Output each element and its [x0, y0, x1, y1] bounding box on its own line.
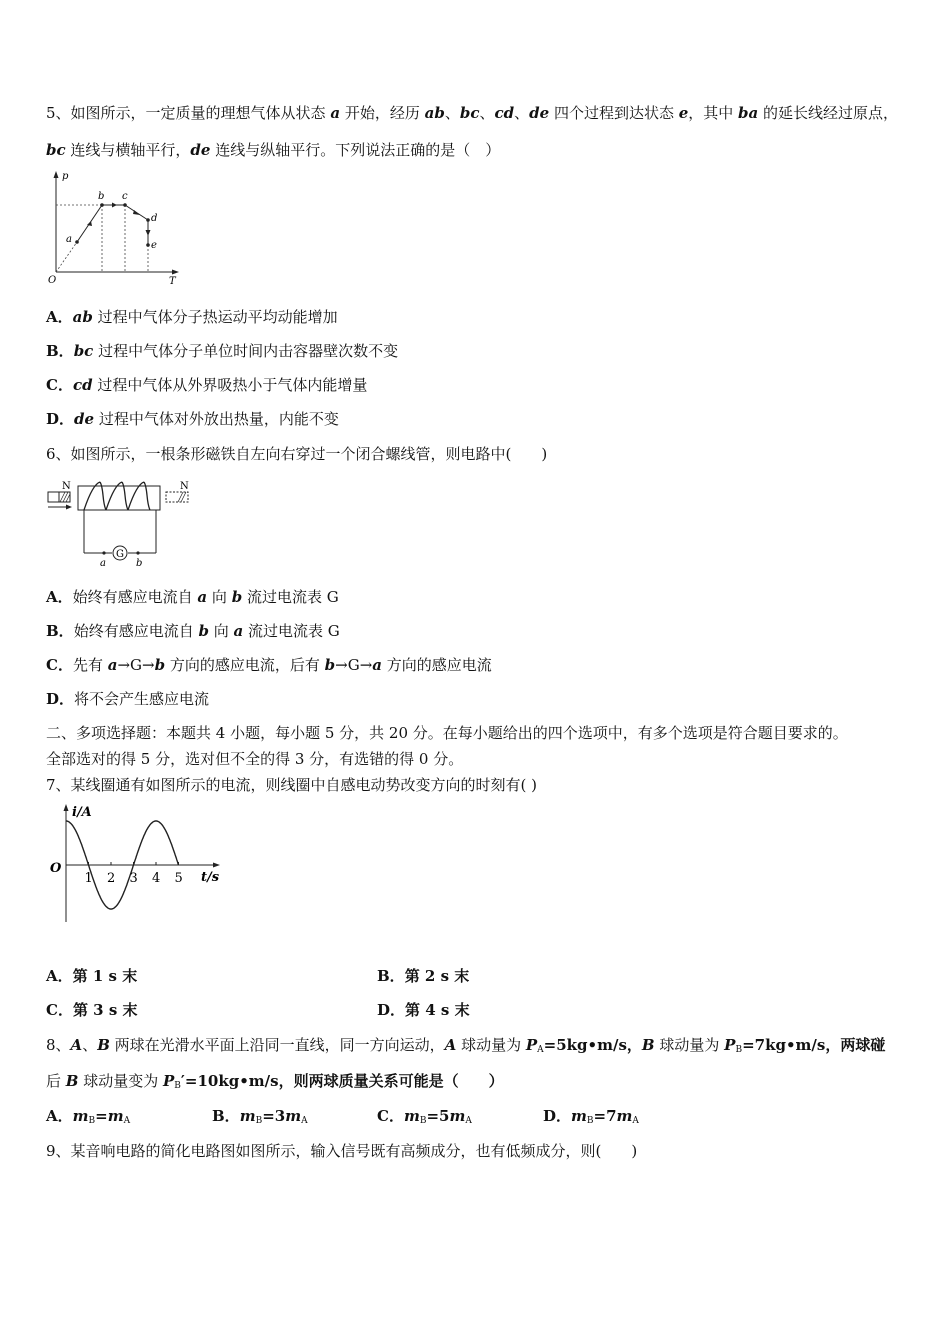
q6-option-b[interactable]: B．始终有感应电流自 b 向 a 流过电流表 G: [46, 622, 340, 640]
q6-stem: 6、如图所示，一根条形磁铁自左向右穿过一个闭合螺线管，则电路中( ): [46, 445, 548, 463]
q7-option-a[interactable]: A．第 1 s 末: [46, 967, 138, 985]
ylabel: i/A: [72, 805, 92, 820]
q7-option-c[interactable]: C．第 3 s 末: [46, 1001, 138, 1019]
hatch-r1: [178, 492, 183, 502]
label-a: a: [66, 234, 72, 245]
q5-option-d[interactable]: D．de 过程中气体对外放出热量，内能不变: [46, 410, 339, 428]
terminal-a-label: a: [100, 558, 106, 569]
q5-option-c[interactable]: C．cd 过程中气体从外界吸热小于气体内能增量: [46, 376, 368, 394]
label-b: b: [98, 191, 105, 202]
terminal-b-label: b: [136, 558, 143, 569]
q7-current-graph: [44, 800, 229, 926]
arrow-de: [146, 230, 151, 236]
q6-option-d[interactable]: D．将不会产生感应电流: [46, 690, 210, 708]
label-e: e: [151, 240, 157, 251]
q8-option-a[interactable]: A．$m_B=m_A$: [46, 1107, 131, 1126]
q7-option-b[interactable]: B．第 2 s 末: [377, 967, 470, 985]
q5-pT-diagram: [44, 168, 184, 288]
t-tick-label-4: 4: [152, 871, 161, 886]
point-b: [100, 203, 104, 207]
q8-option-c[interactable]: C．$m_B=5m_A$: [377, 1107, 472, 1126]
q5-stem-line2: bc 连线与横轴平行，de 连线与纵轴平行。下列说法正确的是（ ）: [46, 141, 501, 159]
q6-option-c[interactable]: C．先有 a→G→b 方向的感应电流，后有 b→G→a 方向的感应电流: [46, 656, 492, 674]
point-a: [75, 240, 79, 244]
q6-solenoid-diagram: [44, 478, 194, 570]
q8-stem-line2: 后 B 球动量变为 $P_B'=10kg•m/s$，则两球质量关系可能是（ ）: [46, 1072, 504, 1091]
xlabel: t/s: [201, 870, 220, 885]
label-c: c: [122, 191, 128, 202]
arrow-bc: [112, 203, 117, 208]
point-e: [146, 243, 150, 247]
terminal-b: [136, 551, 139, 554]
p-label: p: [62, 171, 69, 182]
extension-dashed: [56, 242, 77, 272]
t-axis-arrow: [213, 863, 220, 868]
q6-option-a[interactable]: A．始终有感应电流自 a 向 b 流过电流表 G: [46, 588, 339, 606]
magnet-left-N: N: [62, 481, 71, 492]
magnet-right: [166, 492, 188, 502]
hatch-r2: [181, 492, 186, 502]
q7-stem: 7、某线圈通有如图所示的电流，则线圈中自感电动势改变方向的时刻有( ): [46, 776, 538, 794]
q5-option-b[interactable]: B．bc 过程中气体分子单位时间内击容器壁次数不变: [46, 342, 399, 360]
q8-option-b[interactable]: B．$m_B=3m_A$: [212, 1107, 308, 1126]
t-tick-label-5: 5: [174, 871, 183, 886]
motion-arrowhead: [66, 505, 72, 510]
p-axis-arrow: [54, 171, 59, 178]
t-tick-label-1: 1: [84, 871, 93, 886]
q7-option-d[interactable]: D．第 4 s 末: [377, 1001, 470, 1019]
T-axis-arrow: [172, 270, 179, 275]
terminal-a: [102, 551, 105, 554]
T-label: T: [169, 276, 176, 287]
q8-stem-line1: 8、A、B 两球在光滑水平面上沿同一直线，同一方向运动，A 球动量为 $P_A=5kg•m/s$，B 球动量为 $P_B=7kg•m/s$，两球碰: [46, 1036, 886, 1055]
q5-option-a[interactable]: A．ab 过程中气体分子热运动平均动能增加: [46, 308, 338, 326]
section2-instructions-line2: 全部选对的得 5 分，选对但不全的得 3 分，有选错的得 0 分。: [46, 750, 464, 768]
q8-option-d[interactable]: D．$m_B=7m_A$: [543, 1107, 639, 1126]
t-tick-label-3: 3: [129, 871, 138, 886]
section2-instructions-line1: 二、多项选择题：本题共 4 小题，每小题 5 分，共 20 分。在每小题给出的四个选项中，有多个选项是符合题目要求的。: [46, 724, 848, 742]
arrow-cd: [133, 210, 140, 215]
t-tick-label-2: 2: [107, 871, 116, 886]
point-d: [146, 218, 150, 222]
point-c: [123, 203, 127, 207]
magnet-right-N: N: [180, 481, 189, 492]
label-d: d: [151, 213, 158, 224]
origin: O: [50, 861, 62, 876]
i-axis-arrow: [64, 804, 69, 811]
galvanometer-label: G: [116, 549, 124, 560]
q9-stem: 9、某音响电路的简化电路图如图所示，输入信号既有高频成分，也有低频成分，则( ): [46, 1142, 638, 1160]
q5-stem-line1: 5、如图所示，一定质量的理想气体从状态 a 开始，经历 ab、bc、cd、de 四个过程到达状态 e，其中 ba 的延长线经过原点，: [46, 104, 899, 122]
origin-label: O: [48, 275, 57, 286]
